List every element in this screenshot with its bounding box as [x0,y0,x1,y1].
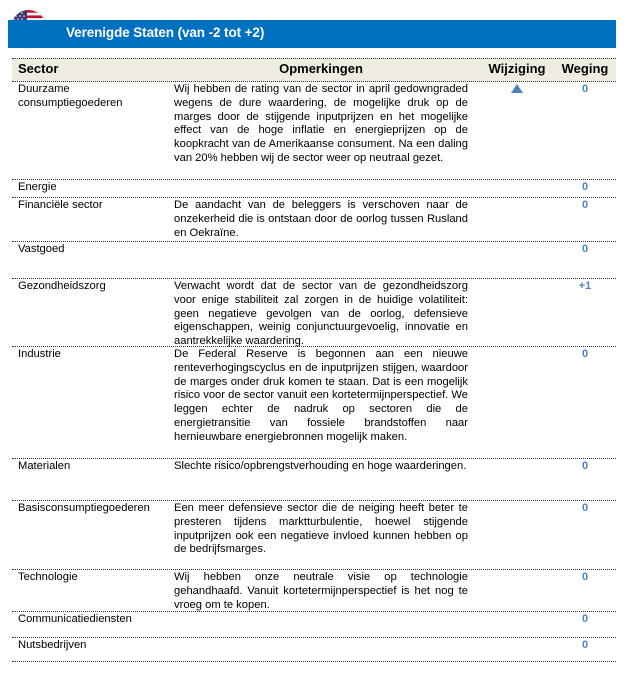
sector-table [12,58,616,662]
weight-cell: 0 [581,460,589,472]
up-triangle-icon [511,84,523,93]
weight-cell: 0 [581,639,589,651]
sector-cell: Energie [18,181,57,193]
table-row [12,459,616,501]
column-header-weging: Weging [561,61,609,76]
comment-cell: De Federal Reserve is begonnen aan een nieuwe renteverhogingscyclus en de inputprijzen stijgen, waardoor de marges onder druk komen te staan. Dat is een mogelijk risico voor de sector vanuit een kortetermijnperspectief. We leggen echter de nadruk op sectoren die de energietransitie van fossiele brandstoffen naar hernieuwbare energiebronnen mogelijk maken. [174,348,468,443]
weight-cell: 0 [581,199,589,211]
table-row [12,279,616,347]
sector-cell: Materialen [18,460,71,472]
table-row [12,242,616,279]
comment-cell: Wij hebben onze neutrale visie op technologie gehandhaafd. Vanuit kortetermijnperspectief is het nog te vroeg om te kopen. [174,571,468,611]
weight-cell: +1 [578,280,592,292]
table-row [12,501,616,570]
column-header-opmerkingen: Opmerkingen [279,61,363,76]
sector-cell: Financiële sector [18,199,103,211]
page-title: Verenigde Staten (van -2 tot +2) [66,25,265,40]
table-row [12,180,616,198]
title-bar [8,20,616,48]
comment-cell: Een meer defensieve sector die de neiging heeft beter te presteren tijdens marktturbulentie, hoewel stijgende inputprijzen ook een negatieve invloed kunnen hebben op de bedrijfsmarges. [174,502,468,556]
change-cell [482,84,552,98]
comment-cell: De aandacht van de beleggers is verschoven naar de onzekerheid die is ontstaan door de oorlog tussen Rusland en Oekraïne. [174,199,468,239]
column-header-sector: Sector [18,61,59,76]
weight-cell: 0 [581,571,589,583]
sector-cell: Technologie [18,571,78,583]
weight-cell: 0 [581,243,589,255]
table-row [12,347,616,459]
weight-cell: 0 [581,181,589,193]
sector-cell: Industrie [18,348,61,360]
weight-cell: 0 [581,502,589,514]
table-header [12,58,616,82]
comment-cell: Wij hebben de rating van de sector in april gedowngraded wegens de dure waardering, de mogelijke druk op de marges door de stijgende inputprijzen en het mogelijke effect van de hoge inflatie en energieprijzen op de koopkracht van de Amerikaanse consument. Na een daling van 20% hebben wij de sector weer op neutraal gezet. [174,83,468,164]
sector-cell: Vastgoed [18,243,65,255]
table-row [12,570,616,612]
table-row [12,198,616,242]
weight-cell: 0 [581,348,589,360]
sector-cell: Gezondheidszorg [18,280,106,292]
sector-cell: Communicatiediensten [18,613,132,625]
table-row [12,638,616,662]
comment-cell: Verwacht wordt dat de sector van de gezondheidszorg voor enige stabiliteit zal zorgen in de huidige volatiliteit: geen negatieve gevolgen van de oorlog, defensieve eigenschappen, weinig conjunctuurgevoelig, innovatie en aantrekkelijke waardering. [174,280,468,348]
table-row [12,82,616,180]
weight-cell: 0 [581,83,589,95]
sector-cell: Basisconsumptiegoederen [18,502,150,514]
sector-cell: Nutsbedrijven [18,639,87,651]
comment-cell: Slechte risico/opbrengstverhouding en hoge waarderingen. [174,460,467,472]
table-row [12,612,616,638]
column-header-wijziging: Wijziging [488,61,546,76]
sector-cell: Duurzame consumptiegoederen [18,83,123,109]
weight-cell: 0 [581,613,589,625]
